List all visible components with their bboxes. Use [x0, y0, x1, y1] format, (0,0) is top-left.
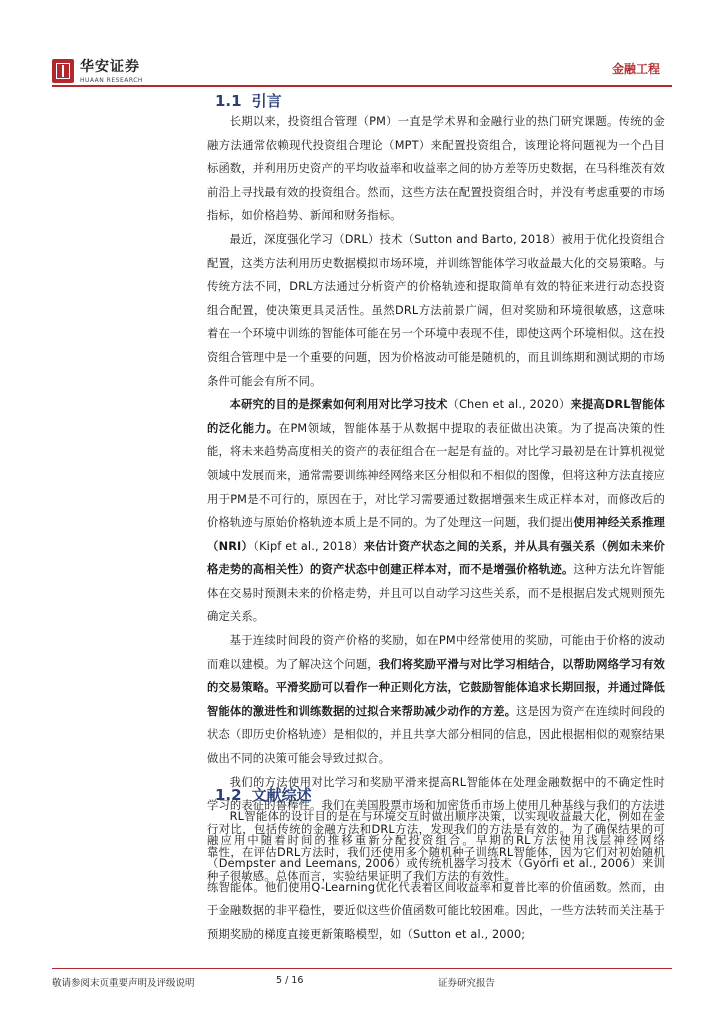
- text-run: （Chen et al., 2020）: [447, 398, 571, 412]
- logo-text-cn: 华安证券: [80, 59, 140, 75]
- paragraph: [207, 110, 665, 228]
- section-body-intro: [207, 110, 665, 889]
- huaan-logo-icon: [52, 59, 74, 83]
- section-title-intro: [215, 90, 282, 111]
- bold-text-run: 来提高DRL智能体的泛化能力。: [207, 398, 665, 435]
- paragraph: [207, 228, 665, 393]
- page-number: 5 / 16: [276, 975, 304, 986]
- text-run: 这种方法允许智能体在交易时预测未来的价格走势，并且可以自动学习这些关系，而不是根据启发式规则预先确定关系。: [207, 563, 666, 624]
- text-run: 长期以来，投资组合管理（PM）一直是学术界和金融行业的热门研究课题。传统的金融方法通常依赖现代投资组合理论（MPT）来配置投资组合，该理论将问题视为一个凸目标函数，并利用历史资产的平均收益率和收益率之间的协方差等历史数据，在马科维茨有效前沿上寻找最有效的投资组合。然而，这些方法在配置投资组合时，并没有考虑重要的市场指标，如价格趋势、新闻和财务指标。: [207, 115, 665, 223]
- footer-disclaimer: 敬请参阅末页重要声明及评级说明: [52, 978, 195, 989]
- text-run: （Kipf et al., 2018）: [253, 539, 364, 553]
- section-title-text: 文献综述: [251, 786, 312, 804]
- section-number: 1.1: [215, 92, 242, 110]
- bold-text-run: 本研究的目的是探索如何利用对比学习技术: [229, 398, 448, 412]
- text-run: 在PM领域，智能体基于从数据中提取的表征做出决策。为了提高决策的性能，将未来趋势高度相关的资产的表征组合在一起是有益的。对比学习最初是在计算机视觉领域中发展而来，通常需要训练神经网络来区分相似和不相似的图像，但将这种方法直接应用于PM是不可行的，原因在于，对比学习需要通过数据增强来生成正样本对，而修改后的价格轨迹与原始价格轨迹本质上是不同的。为了处理这一问题，我们提出: [207, 421, 666, 530]
- logo-text-en: HUAAN RESEARCH: [80, 77, 143, 84]
- text-run: 我们的方法使用对比学习和奖励平滑来提高RL智能体在处理金融数据中的不确定性时学习的表征的鲁棒性。我们在美国股票市场和加密货币市场上使用几种基线与我们的方法进行对比，包括传统的金融方法和DRL方法，发现我们的方法是有效的。为了确保结果的可靠性，在评估DRL方法时，我们还使用多个随机种子训练RL智能体，因为它们对初始随机种子很敏感。总体而言，实验结果证明了我们方法的有效性。: [207, 775, 665, 883]
- paragraph: [207, 393, 665, 629]
- bold-text-run: 我们将奖励平滑与对比学习相结合，以帮助网络学习有效的交易策略。平滑奖励可以看作一种正则化方法，它鼓励智能体追求长期回报，并通过降低智能体的激进性和训练数据的过拟合来帮助减少动作的方差。: [207, 657, 665, 718]
- footer-divider: [52, 968, 672, 969]
- text-run: RL智能体的设计目的是在与环境交互时做出顺序决策，以实现收益最大化，例如在金融应用中随着时间的推移重新分配投资组合。早期的RL方法使用浅层神经网络（Dempster and Leemans, 2006）或传统机器学习技术（Györfi et al., 2006）来训练智能体。他们使用Q-Learning优化代表着区间收益率和夏普比率的价值函数。然而，由于金融数据的非平稳性，要近似这些价值函数可能比较困难。因此，一些方法转而关注基于预期奖励的梯度直接更新策略模型，如（Sutton et al., 2000;: [207, 810, 665, 941]
- section-title-text: 引言: [251, 92, 282, 110]
- section-title-literature-review: [215, 784, 312, 805]
- section-number: 1.2: [215, 786, 242, 804]
- bold-text-run: 使用神经关系推理（NRI）: [207, 516, 666, 553]
- bold-text-run: 来估计资产状态之间的关系，并从具有强关系（例如未来价格走势的高相关性）的资产状态中创建正样本对，而不是增强价格轨迹。: [207, 539, 666, 577]
- text-run: 最近，深度强化学习（DRL）技术（Sutton and Barto, 2018）被用于优化投资组合配置，这类方法利用历史数据模拟市场环境，并训练智能体学习收益最大化的交易策略。与传统方法不同，DRL方法通过分析资产的价格轨迹和提取简单有效的特征来进行动态投资组合配置，使决策更具灵活性。虽然DRL方法前景广阔，但对奖励和环境很敏感，这意味着在一个环境中训练的智能体可能在另一个环境中表现不佳，即使这两个环境相似。这在投资组合管理中是一个重要的问题，因为价格波动可能是随机的，而且训练期和测试期的市场条件可能会有所不同。: [207, 232, 665, 388]
- text-run: 基于连续时间段的资产价格的奖励，如在PM中经常使用的奖励，可能由于价格的波动而难以建模。为了解决这个问题，: [207, 634, 665, 671]
- header-section-label: 金融工程: [611, 62, 660, 76]
- text-run: 这是因为资产在连续时间段的状态（即历史价格轨迹）是相似的，并且共享大部分相同的信息，因此根据相似的观察结果做出不同的决策可能会导致过拟合。: [207, 704, 666, 766]
- header-divider: [52, 85, 672, 87]
- paragraph: [207, 805, 665, 947]
- section-body-literature-review: [207, 805, 665, 947]
- paragraph: [207, 629, 665, 771]
- footer-doc-type: 证券研究报告: [438, 978, 496, 989]
